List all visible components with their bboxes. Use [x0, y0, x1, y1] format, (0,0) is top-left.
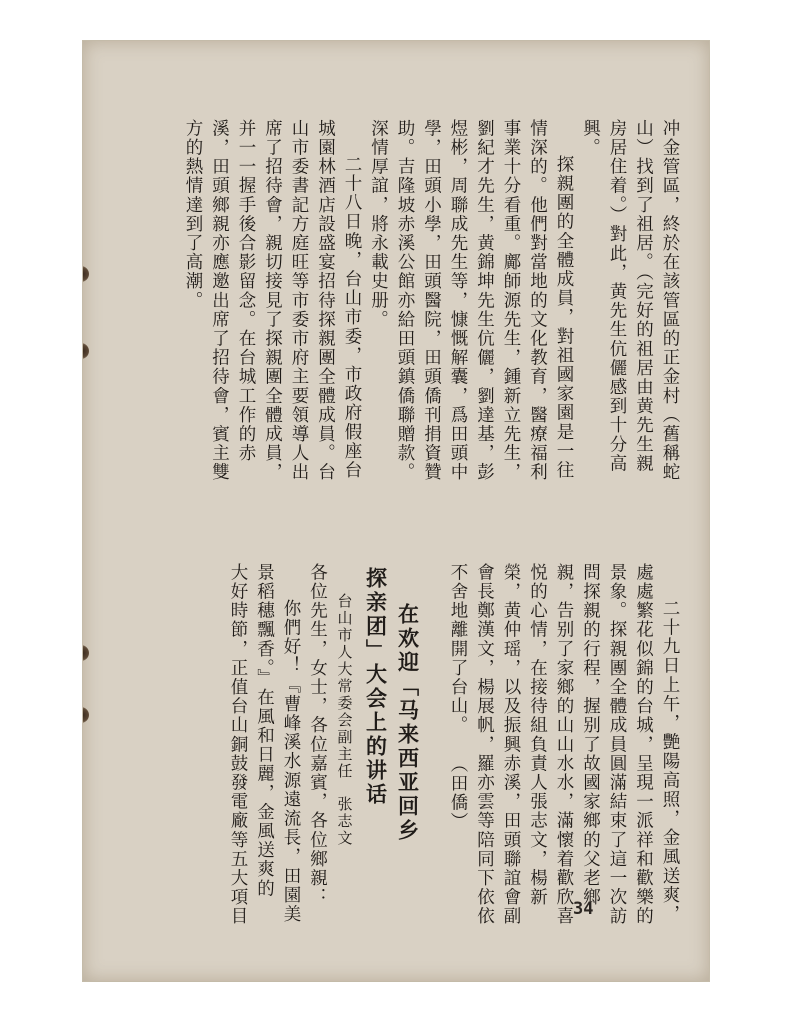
text-column: 榮，黄仲瑶，以及振興赤溪，田頭聯誼會副 — [501, 563, 521, 926]
text-column: 房居住着。）對此，黄先生伉儷感到十分高 — [607, 119, 627, 474]
speech-author — [331, 563, 359, 919]
text-column: 事業十分看重。鄺師源先生，鍾新立先生， — [501, 119, 521, 482]
text-column: 探親團的全體成員，對祖國家園是一往 — [554, 155, 574, 480]
text-column: 冲金管區，終於在該管區的正金村（舊稱蛇 — [660, 119, 680, 482]
text-column: 山市委書記方庭旺等市委市府主要領導人出 — [289, 119, 309, 482]
text-column: 席了招待會，親切接見了探親團全體成員， — [262, 119, 283, 482]
text-column: 不舍地離開了台山。（田僑） — [448, 563, 468, 832]
article-top — [180, 119, 684, 539]
document-page — [82, 40, 710, 982]
text-column: 悦的心情，在接待組負責人張志文，楊新 — [527, 563, 548, 907]
text-column: 方的熱情達到了高潮。 — [183, 119, 203, 310]
binding-hole-2 — [82, 343, 89, 359]
text-column: 山）找到了祖居。（完好的祖居由黄先生親 — [633, 119, 654, 474]
text-column: 興。 — [580, 119, 601, 158]
text-column: 深情厚誼，將永載史册。 — [368, 119, 389, 330]
binding-hole-3 — [82, 645, 89, 661]
author-name: 张志文 — [335, 796, 354, 847]
text-column: 學，田頭小學，田頭醫院，田頭僑刊捐資贊 — [421, 119, 442, 482]
text-column: 助。吉隆坡赤溪公館亦給田頭鎮僑聯贈款。 — [395, 119, 415, 482]
text-column: 二十八日晚，台山市委，市政府假座台 — [342, 155, 362, 480]
text-column: 問探親的行程，握别了故國家鄉的父老鄉 — [580, 563, 601, 907]
speech-title-line-2: 探亲团」大会上的讲话 — [363, 567, 388, 807]
text-column: 會長鄭漢文，楊展帆，羅亦雲等陪同下依依 — [474, 563, 495, 926]
text-column: 并一一握手後合影留念。在台城工作的赤 — [236, 119, 256, 463]
author-role: 台山市人大常委会副主任 — [335, 593, 354, 780]
speech-column: 景稻穗飄香。』在風和日麗，金風送爽的 — [254, 563, 275, 899]
text-column: 二十九日上午，艷陽高照，金風送爽， — [660, 599, 680, 924]
binding-hole-4 — [82, 707, 89, 723]
article-bottom — [225, 563, 684, 926]
text-column: 劉紀才先生，黄錦坤先生伉儷，劉達基，彭 — [474, 119, 495, 482]
text-column: 情深的。他們對當地的文化教育，醫療福利 — [527, 119, 548, 482]
speech-title-line-1: 在欢迎「马来西亚回乡 — [395, 603, 420, 843]
byline: （田僑） — [448, 754, 468, 832]
binding-hole-1 — [82, 266, 89, 282]
page-number: 34 — [573, 899, 594, 919]
text-column: 景象。探親團全體成員圓滿結束了這一次訪 — [607, 563, 627, 926]
speech-column: 大好時節，正值台山銅鼓發電廠等五大項目 — [228, 563, 248, 926]
text-column: 親，告别了家鄉的山山水水，滿懷着歡欣喜 — [554, 563, 574, 926]
text-column: 處處繁花似錦的台城，呈現一派祥和歡樂的 — [633, 563, 654, 926]
section-gap — [423, 563, 445, 919]
speech-column: 各位先生，女士，各位嘉賓，各位鄉親： — [307, 563, 328, 907]
text-column: 煜彬，周聯成先生等，慷慨解囊，爲田頭中 — [448, 119, 468, 482]
speech-column: 你們好！『曹峰溪水源遠流長，田園美 — [281, 599, 301, 924]
text-column: 溪，田頭鄉親亦應邀出席了招待會，賓主雙 — [209, 119, 230, 482]
text-column: 城園林酒店設盛宴招待探親團全體成員。台 — [315, 119, 336, 482]
